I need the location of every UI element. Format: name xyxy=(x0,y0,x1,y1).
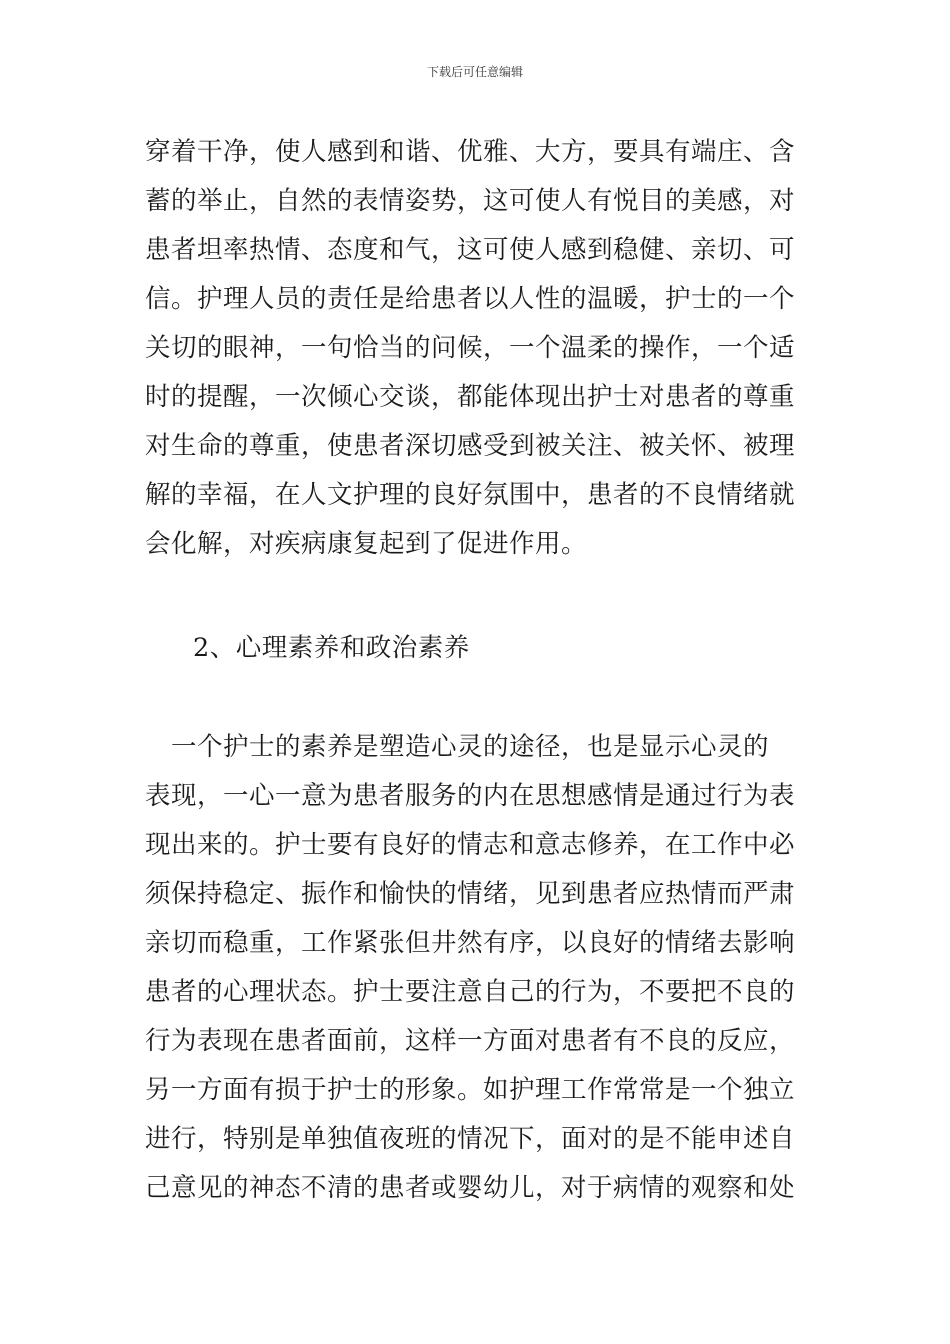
paragraph-line: 患者的心理状态。护士要注意自己的行为，不要把不良的 xyxy=(145,977,796,1007)
paragraph-line: 亲切而稳重，工作紧张但井然有序，以良好的情绪去影响 xyxy=(145,928,796,958)
paragraph-line: 一个护士的素养是塑造心灵的途径，也是显示心灵的 xyxy=(145,732,770,762)
page-header: 下载后可任意编辑 xyxy=(426,65,523,79)
paragraph-2 xyxy=(145,723,810,1213)
paragraph-line: 时的提醒，一次倾心交谈，都能体现出护士对患者的尊重 xyxy=(145,382,796,412)
paragraph-line: 会化解，对疾病康复起到了促进作用。 xyxy=(145,529,588,559)
paragraph-line: 穿着干净，使人感到和谐、优雅、大方，要具有端庄、含 xyxy=(145,137,796,167)
paragraph-line: 表现，一心一意为患者服务的内在思想感情是通过行为表 xyxy=(145,781,796,811)
paragraph-line: 关切的眼神，一句恰当的问候，一个温柔的操作，一个适 xyxy=(145,333,796,363)
paragraph-line: 行为表现在患者面前，这样一方面对患者有不良的反应， xyxy=(145,1026,796,1056)
paragraph-line: 进行，特别是单独值夜班的情况下，面对的是不能申述自 xyxy=(145,1124,796,1154)
paragraph-1 xyxy=(145,128,810,569)
section-heading: 2、心理素养和政治素养 xyxy=(193,633,470,663)
paragraph-line: 现出来的。护士要有良好的情志和意志修养，在工作中必 xyxy=(145,830,796,860)
paragraph-line: 蓄的举止，自然的表情姿势，这可使人有悦目的美感，对 xyxy=(145,186,796,216)
paragraph-line: 患者坦率热情、态度和气，这可使人感到稳健、亲切、可 xyxy=(145,235,796,265)
paragraph-line: 信。护理人员的责任是给患者以人性的温暖，护士的一个 xyxy=(145,284,796,314)
paragraph-line: 己意见的神态不清的患者或婴幼儿，对于病情的观察和处 xyxy=(145,1173,796,1203)
paragraph-line: 另一方面有损于护士的形象。如护理工作常常是一个独立 xyxy=(145,1075,796,1105)
paragraph-line: 对生命的尊重，使患者深切感受到被关注、被关怀、被理 xyxy=(145,431,796,461)
paragraph-line: 解的幸福，在人文护理的良好氛围中，患者的不良情绪就 xyxy=(145,480,796,510)
paragraph-line: 须保持稳定、振作和愉快的情绪，见到患者应热情而严肃 xyxy=(145,879,796,909)
